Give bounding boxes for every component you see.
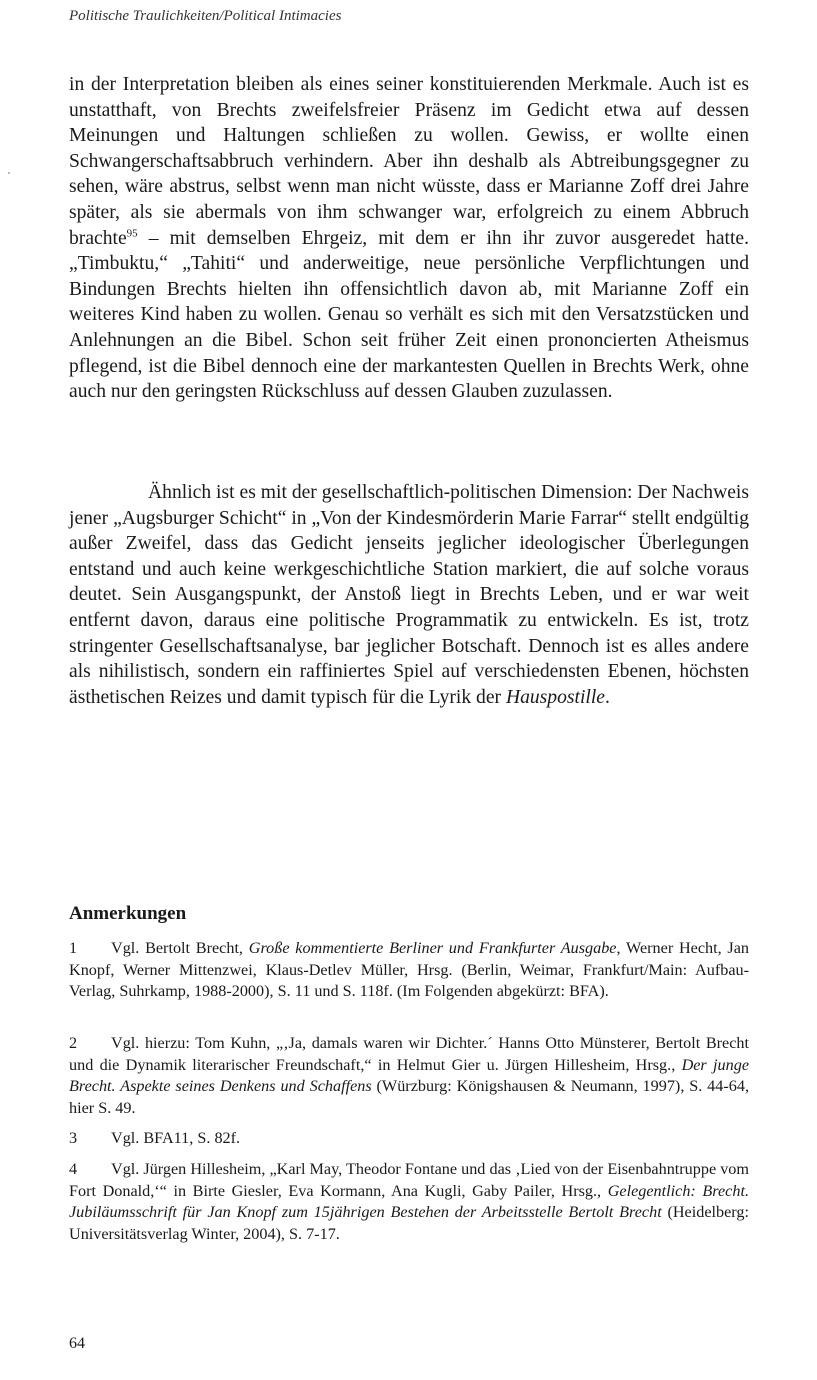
note-item (69, 1159, 749, 1245)
notes-heading: Anmerkungen (69, 903, 187, 924)
scan-speck (8, 172, 10, 174)
note-text: (Heidelberg: Universitätsverlag Winter, 2004), S. 7-17. (69, 1203, 749, 1243)
note-item (69, 1033, 749, 1119)
paragraph-text: in der Interpretation bleiben als eines seiner konstituierenden Merkmale. Auch ist es unstatthaft, von Brechts zweifelsfreier Präsenz im Gedicht etwa auf dessen Meinungen und Haltungen schließen zu wollen. Gewiss, er wollte einen Schwangerschaftsabbruch verhindern. Aber ihn deshalb als Abtreibungsgegner zu sehen, wäre abstrus, selbst wenn man nicht wüsste, dass er Marianne Zoff drei Jahre später, als sie abermals von ihm schwanger war, erfolgreich zu einem Abbruch brachte (69, 74, 749, 249)
note-item (69, 1128, 749, 1150)
paragraph-text: Ähnlich ist es mit der gesellschaftlich-politischen Dimension: Der Nachweis jener „Augsburger Schicht“ in „Von der Kindesmörderin Marie Farrar“ stellt endgültig außer Zweifel, dass das Gedicht jenseits jeglicher ideologischer Überlegungen entstand und auch keine werkgeschichtliche Station markiert, die auf solche voraus deutet. Sein Ausgangspunkt, der Anstoß liegt in Brechts Leben, und er war weit entfernt davon, daraus eine politische Programmatik zu entwickeln. Es ist, trotz stringenter Gesellschaftsanalyse, bar jeglicher Botschaft. Dennoch ist es alles andere als nihilistisch, sondern ein raffiniertes Spiel auf verschiedensten Ebenen, höchsten ästhetischen Reizes und damit typisch für die Lyrik der (69, 482, 749, 708)
paragraph-end: . (605, 686, 610, 708)
note-number: 1 (69, 939, 78, 957)
footnote-reference[interactable]: 95 (126, 227, 138, 240)
running-header: Politische Traulichkeiten/Political Intimacies (69, 8, 342, 24)
body-paragraph-1 (69, 72, 749, 405)
body-paragraph-2 (69, 480, 749, 710)
note-item (69, 938, 749, 1003)
note-title: Gelegentlich: Brecht. Jubiläumsschrift für Jan Knopf zum 15jährigen Bestehen der Arbeitsstelle Bertolt Brecht (69, 1181, 750, 1221)
note-text: Vgl. hierzu: Tom Kuhn, „‚Ja, damals waren wir Dichter.´ Hanns Otto Münsterer, Bertolt Brecht und die Dynamik literarischer Freundschaft,“ in Helmut Gier u. Jürgen Hillesheim, Hrsg., (69, 1034, 749, 1074)
note-number: 4 (69, 1160, 78, 1178)
note-number: 2 (69, 1034, 78, 1052)
note-text: , Werner Hecht, Jan Knopf, Werner Mittenzwei, Klaus-Detlev Müller, Hrsg. (Berlin, Weimar, Frankfurt/Main: Aufbau-Verlag, Suhrkamp, 1988-2000), S. 11 und S. 118f. (Im Folgenden abgekürzt: BFA). (69, 939, 749, 1000)
note-number: 3 (69, 1129, 78, 1147)
note-text: Vgl. BFA11, S. 82f. (111, 1129, 241, 1147)
book-title: Hauspostille (505, 686, 605, 708)
paragraph-text: – mit demselben Ehrgeiz, mit dem er ihn ihr zuvor ausgeredet hatte. „Timbuktu,“ „Tahiti“ und anderweitige, neue persönliche Verpflichtungen und Bindungen Brechts hielten ihn offensichtlich davon ab, mit Marianne Zoff ein weiteres Kind haben zu wollen. Genau so verhält es sich mit den Versatzstücken und Anlehnungen an die Bibel. Schon seit früher Zeit einen prononcierten Atheismus pflegend, ist die Bibel dennoch eine der markantesten Quellen in Brechts Werk, ohne auch nur den geringsten Rückschluss auf dessen Glauben zuzulassen. (69, 227, 749, 403)
page-number: 64 (69, 1335, 85, 1352)
note-text: Vgl. Bertolt Brecht, (111, 939, 249, 957)
note-title: Große kommentierte Berliner und Frankfurter Ausgabe (248, 939, 617, 957)
note-text: Vgl. Jürgen Hillesheim, „Karl May, Theodor Fontane und das ‚Lied von der Eisenbahntruppe vom Fort Donald,‘“ in Birte Giesler, Eva Kormann, Ana Kugli, Gaby Pailer, Hrsg., (69, 1160, 749, 1200)
note-text: (Würzburg: Königshausen & Neumann, 1997), S. 44-64, hier S. 49. (69, 1077, 749, 1117)
note-title: Der junge Brecht. Aspekte seines Denkens und Schaffens (69, 1055, 750, 1095)
